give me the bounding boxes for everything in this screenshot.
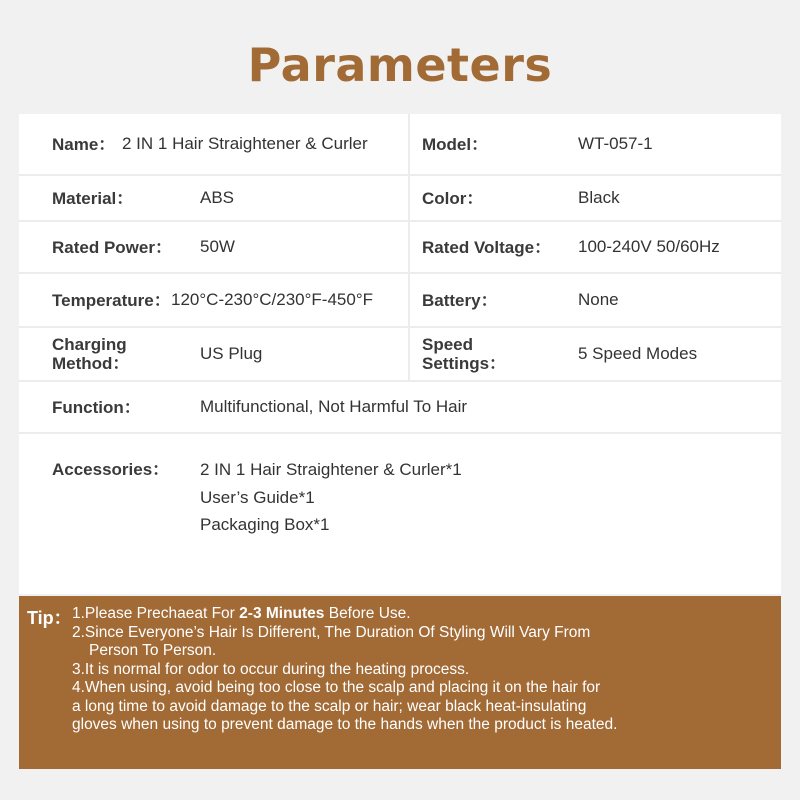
table-row [19, 222, 781, 274]
charging-method-label-line1: Charging [52, 335, 127, 354]
rated-power-value: 50W [200, 237, 235, 256]
rated-power-label: Rated Power： [52, 237, 172, 257]
temperature-label: Temperature： [52, 290, 171, 310]
page-title: Parameters [247, 38, 553, 92]
speed-settings-label-line1: Speed [422, 335, 474, 354]
temperature-value: 120°C-230°C/230°F-450°F [171, 290, 374, 309]
column-divider [408, 222, 410, 272]
column-divider [408, 274, 410, 326]
speed-settings-label [422, 328, 506, 380]
table-row [19, 382, 781, 434]
table-row [19, 274, 781, 328]
charging-method-label [52, 328, 129, 380]
model-label: Model： [422, 134, 489, 154]
charging-method-value: US Plug [200, 344, 263, 363]
name-value: 2 IN 1 Hair Straightener & Curler [122, 134, 368, 153]
function-label: Function： [52, 397, 141, 417]
speed-settings-label-line2: Settings： [422, 354, 507, 373]
tip-line-2: 2.Since Everyone’s Hair Is Different, The Duration Of Styling Will Vary From [72, 623, 591, 641]
tip-line-4-cont: gloves when using to prevent damage to the hands when the product is heated. [72, 716, 618, 733]
color-value: Black [578, 188, 620, 207]
accessory-item: User’s Guide*1 [200, 487, 315, 507]
tip-label: Tip： [27, 608, 72, 628]
table-row [19, 328, 781, 382]
tip-line-4: 4.When using, avoid being too close to the scalp and placing it on the hair for [72, 679, 601, 696]
accessories-label: Accessories： [52, 460, 170, 479]
tip-line-2-cont: Person To Person. [89, 642, 217, 659]
rated-voltage-value: 100-240V 50/60Hz [578, 237, 720, 256]
material-label: Material： [52, 188, 134, 208]
speed-settings-value: 5 Speed Modes [578, 344, 698, 363]
model-value: WT-057-1 [578, 134, 653, 153]
material-value: ABS [200, 188, 235, 207]
table-row [19, 176, 781, 222]
rated-voltage-label: Rated Voltage： [422, 237, 552, 257]
accessories-list [200, 456, 462, 539]
tip-line-1 [72, 605, 772, 624]
table-row [19, 114, 781, 176]
tip-panel [19, 596, 781, 769]
battery-label: Battery： [422, 290, 498, 310]
tip-highlight: 2-3 Minutes [239, 605, 325, 622]
accessory-item: 2 IN 1 Hair Straightener & Curler*1 [200, 460, 462, 479]
name-label: Name： [52, 134, 116, 154]
accessory-item: Packaging Box*1 [200, 515, 330, 534]
battery-value: None [578, 290, 619, 309]
table-row [19, 434, 781, 594]
tip-line-3: 3.It is normal for odor to occur during the heating process. [72, 660, 470, 678]
column-divider [408, 176, 410, 220]
tip-text [72, 605, 772, 735]
charging-method-label-line2: Method： [52, 354, 130, 373]
tip-line-4-cont: a long time to avoid damage to the scalp or hair; wear black heat-insulating [72, 697, 587, 715]
color-label: Color： [422, 188, 484, 208]
column-divider [408, 114, 410, 174]
parameters-table [19, 114, 781, 594]
column-divider [408, 328, 410, 380]
tip-line-1-text: 1.Please Prechaeat For [72, 605, 240, 622]
function-value: Multifunctional, Not Harmful To Hair [200, 397, 468, 416]
tip-line-1-tail: Before Use. [324, 605, 411, 622]
